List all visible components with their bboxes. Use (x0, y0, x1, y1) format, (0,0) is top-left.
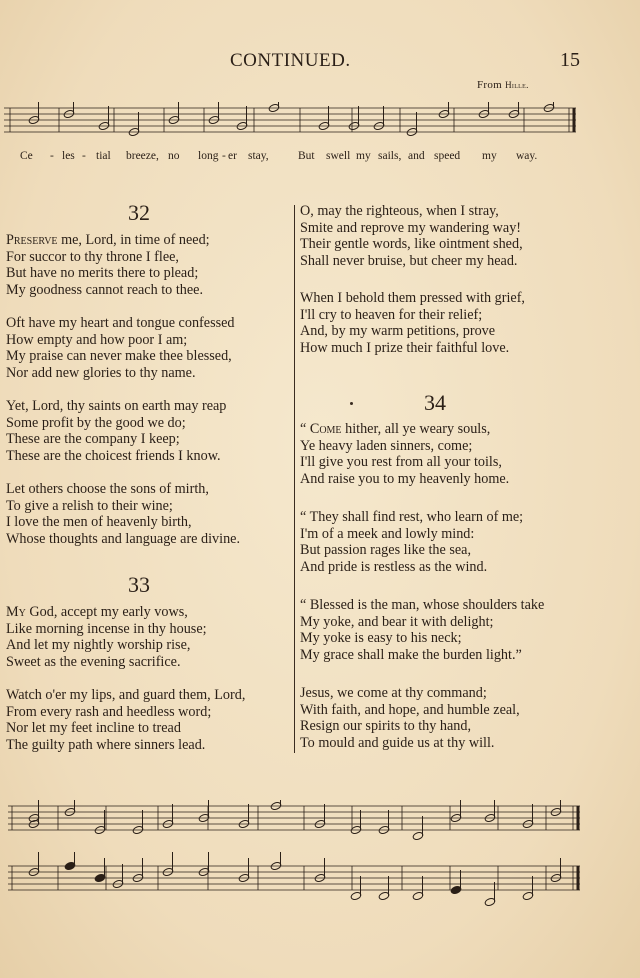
lyric-syllable: and (408, 150, 425, 162)
verse-line: Smite and reprove my wandering way! (300, 219, 522, 236)
bottom-music-staff-bass (8, 852, 588, 932)
verse-line: From every rash and heedless word; (6, 703, 212, 720)
verse-line-initial: Come (309, 421, 342, 437)
verse-line: Like morning incense in thy house; (6, 620, 207, 637)
verse-line: Shall never bruise, but cheer my head. (300, 252, 518, 269)
verse-line: Some profit by the good we do; (6, 414, 186, 431)
hymn-33-stanza-4 (300, 290, 525, 356)
lyric-syllable: - (222, 150, 226, 162)
verse-line: “ They shall find rest, who learn of me; (300, 509, 524, 525)
hymn-32-stanza-2 (6, 315, 235, 381)
tune-lyrics (20, 150, 580, 166)
verse-line: O, may the righteous, when I stray, (300, 203, 499, 219)
verse-line: But passion rages like the sea, (300, 542, 471, 559)
hymn-33-stanza-1 (6, 604, 207, 670)
lyric-syllable: er (228, 150, 237, 162)
lyric-syllable: way. (516, 150, 538, 162)
verse-line: When I behold them pressed with grief, (300, 290, 525, 306)
page-header-title: CONTINUED. (230, 50, 351, 71)
bottom-music-staff-treble (8, 800, 588, 848)
verse-line: Nor let my feet incline to tread (6, 720, 181, 737)
lyric-syllable: But (298, 150, 315, 162)
column-divider (294, 205, 295, 753)
verse-line: Whose thoughts and language are divine. (6, 530, 241, 547)
lyric-syllable: long (198, 150, 219, 162)
verse-line: These are the company I keep; (6, 431, 180, 448)
lyric-syllable: - (50, 150, 54, 162)
hymn-32-stanza-4 (6, 481, 240, 547)
lyric-syllable: swell (326, 150, 351, 162)
attribution-prefix: From (477, 79, 503, 91)
lyric-syllable: Ce (20, 150, 33, 162)
verse-line-rest: God, accept my early vows, (25, 604, 188, 620)
top-music-staff (4, 102, 584, 142)
lyric-syllable: - (82, 150, 86, 162)
lyric-syllable: my (356, 150, 371, 162)
verse-line: How empty and how poor I am; (6, 331, 188, 348)
verse-line: Ye heavy laden sinners, come; (300, 437, 473, 454)
hymn-33-stanza-2 (6, 687, 245, 753)
lyric-syllable: no (168, 150, 180, 162)
verse-line-quote: “ (300, 421, 310, 437)
hymn-34-stanza-1 (300, 421, 509, 487)
verse-line: How much I prize their faithful love. (300, 339, 510, 356)
verse-line: And, by my warm petitions, prove (300, 323, 496, 340)
verse-line-initial: Preserve (6, 232, 58, 248)
verse-line: My yoke is easy to his neck; (300, 630, 462, 647)
verse-line: I'm of a meek and lowly mind: (300, 525, 475, 542)
verse-line: These are the choicest friends I know. (6, 447, 221, 464)
lyric-syllable: breeze, (126, 150, 159, 162)
verse-line: With faith, and hope, and humble zeal, (300, 701, 520, 718)
verse-line: Sweet as the evening sacrifice. (6, 653, 181, 670)
tune-attribution (477, 79, 529, 91)
verse-line-rest: hither, all ye weary souls, (341, 421, 491, 437)
verse-line: And raise you to my heavenly home. (300, 470, 510, 487)
verse-line: Yet, Lord, thy saints on earth may reap (6, 398, 227, 414)
hymn-32-stanza-1 (6, 232, 210, 298)
verse-line (300, 421, 509, 438)
verse-line: The guilty path where sinners lead. (6, 736, 206, 753)
hymn-33-stanza-3 (300, 203, 523, 269)
verse-line: My goodness cannot reach to thee. (6, 281, 203, 298)
hymn-number-32: 32 (128, 200, 150, 225)
hymn-34-stanza-4 (300, 685, 520, 751)
verse-line: I'll give you rest from all your toils, (300, 454, 502, 471)
lyric-syllable: stay, (248, 150, 269, 162)
verse-line: My praise can never make thee blessed, (6, 348, 232, 365)
lyric-syllable: tial (96, 150, 111, 162)
verse-line: Let others choose the sons of mirth, (6, 481, 209, 497)
lyric-syllable: sails, (378, 150, 402, 162)
verse-line-rest: me, Lord, in time of need; (57, 232, 210, 248)
verse-line: Nor add new glories to thy name. (6, 364, 196, 381)
verse-line: But have no merits there to plead; (6, 265, 199, 282)
verse-line: “ Blessed is the man, whose shoulders take (300, 597, 545, 613)
verse-line: Jesus, we come at thy command; (300, 685, 487, 701)
printer-dot (350, 402, 353, 405)
verse-line: My grace shall make the burden light.” (300, 646, 522, 663)
lyric-syllable: my (482, 150, 497, 162)
hymn-34-stanza-3 (300, 597, 544, 663)
lyric-syllable: les (62, 150, 75, 162)
hymn-34-stanza-2 (300, 509, 523, 575)
verse-line: I love the men of heavenly birth, (6, 514, 192, 531)
verse-line: I'll cry to heaven for their relief; (300, 306, 483, 323)
verse-line: To give a relish to their wine; (6, 497, 173, 514)
verse-line: For succor to thy throne I flee, (6, 248, 179, 265)
verse-line: Their gentle words, like ointment shed, (300, 236, 523, 253)
verse-line: To mould and guide us at thy will. (300, 734, 495, 751)
verse-line: My yoke, and bear it with delight; (300, 613, 494, 630)
verse-line (6, 232, 210, 249)
attribution-name: Hille. (505, 80, 529, 90)
hymn-number-33: 33 (128, 572, 150, 597)
verse-line: Oft have my heart and tongue confessed (6, 315, 235, 331)
verse-line: And pride is restless as the wind. (300, 558, 488, 575)
verse-line-initial: My (6, 604, 26, 620)
verse-line: Watch o'er my lips, and guard them, Lord, (6, 687, 246, 703)
page-number: 15 (560, 49, 580, 71)
hymn-32-stanza-3 (6, 398, 226, 464)
verse-line: And let my nightly worship rise, (6, 637, 191, 654)
hymn-number-34: 34 (424, 390, 446, 415)
verse-line: Resign our spirits to thy hand, (300, 718, 472, 735)
verse-line (6, 604, 207, 621)
lyric-syllable: speed (434, 150, 461, 162)
